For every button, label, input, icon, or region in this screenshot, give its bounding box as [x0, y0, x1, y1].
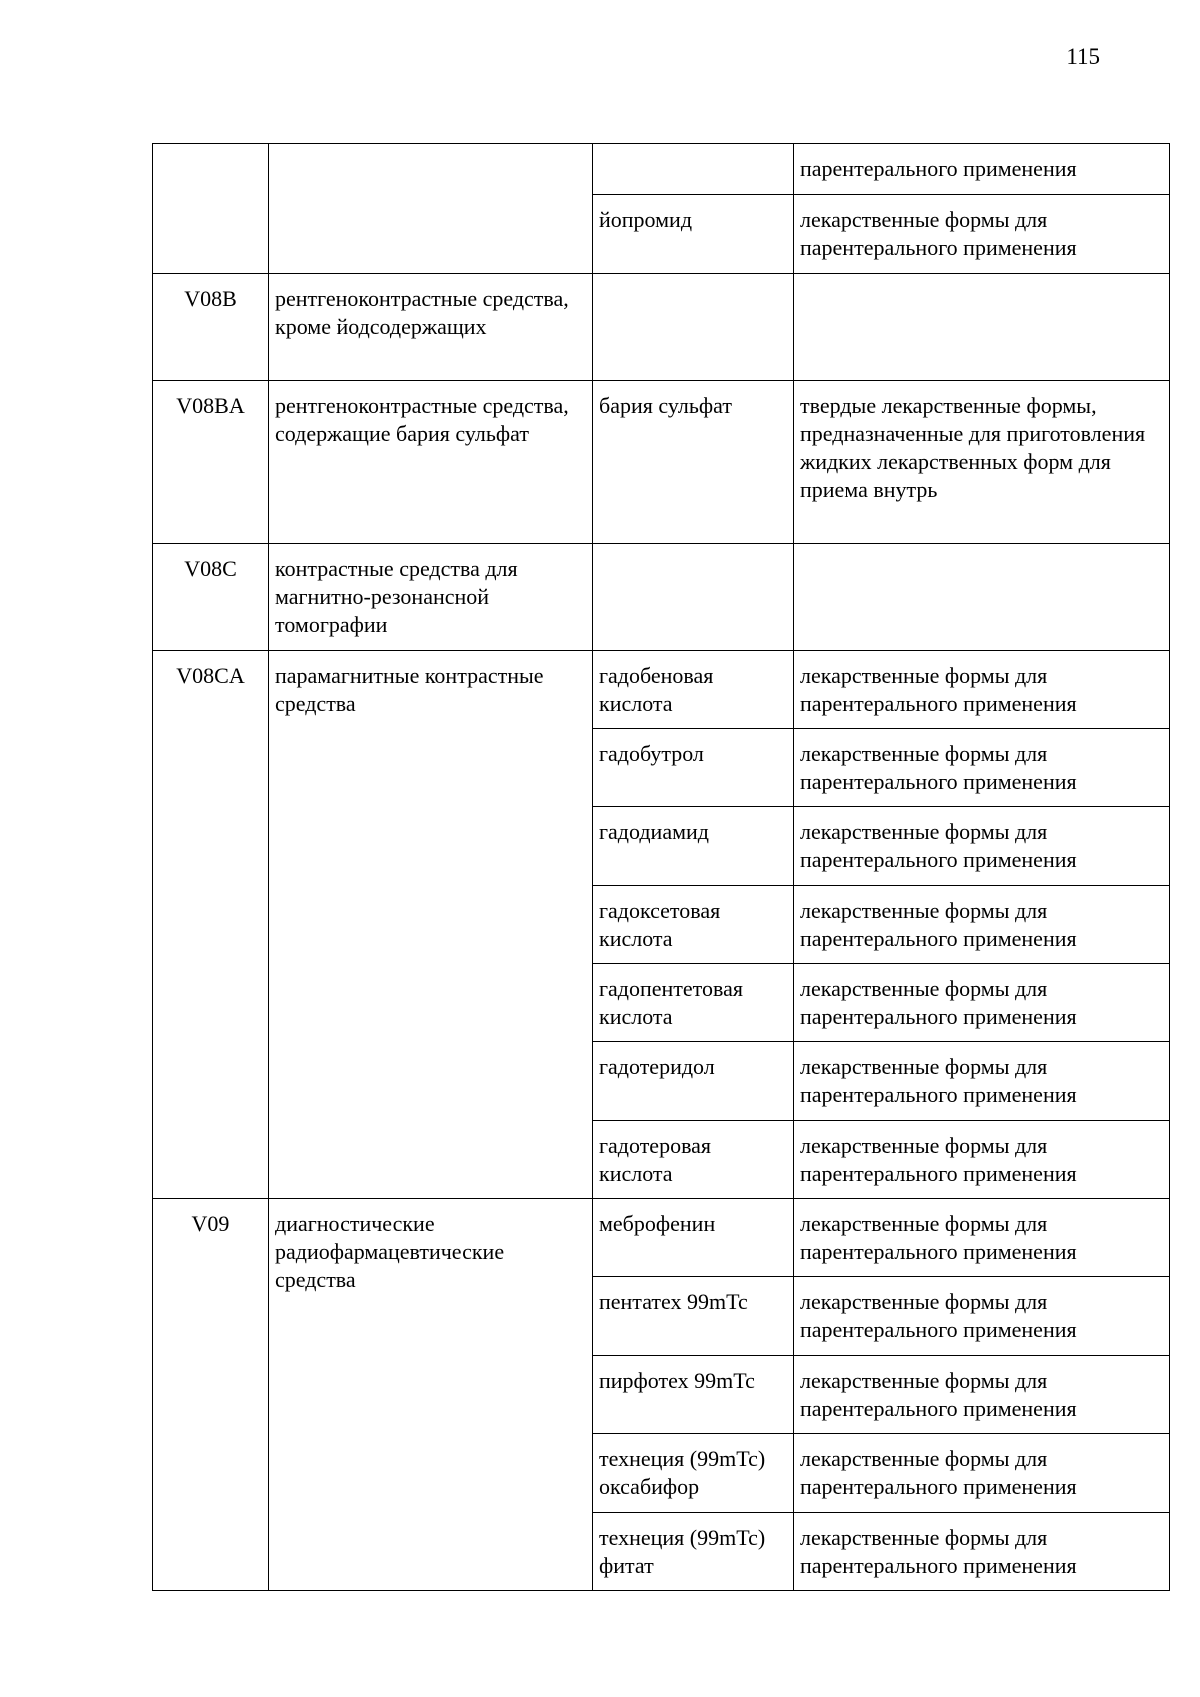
dosage-form-cell: лекарственные формы для парентерального применения [794, 1277, 1170, 1356]
table-row [153, 651, 1170, 729]
code-cell: V08CA [153, 651, 269, 1199]
code-cell: V08BA [153, 381, 269, 544]
dosage-form-cell [794, 544, 1170, 651]
dosage-form-cell: лекарственные формы для парентерального применения [794, 807, 1170, 886]
group-name-cell: диагностические радиофармацевтические средства [269, 1199, 593, 1591]
drug-name-cell: гадодиамид [593, 807, 794, 886]
dosage-form-cell: твердые лекарственные формы, предназначенные для приготовления жидких лекарственных форм для приема внутрь [794, 381, 1170, 544]
drug-name-cell: меброфенин [593, 1199, 794, 1277]
dosage-form-cell: лекарственные формы для парентерального применения [794, 1121, 1170, 1199]
group-name-cell: контрастные средства для магнитно-резонансной томографии [269, 544, 593, 651]
drug-name-cell: гадоксетовая кислота [593, 886, 794, 964]
dosage-form-cell: лекарственные формы для парентерального применения [794, 1434, 1170, 1513]
group-name-cell [269, 144, 593, 274]
drug-name-cell: гадобеновая кислота [593, 651, 794, 729]
drug-name-cell: гадобутрол [593, 729, 794, 807]
dosage-form-cell: лекарственные формы для парентерального применения [794, 651, 1170, 729]
drug-name-cell: гадотеровая кислота [593, 1121, 794, 1199]
drug-name-cell [593, 274, 794, 381]
table-row [153, 144, 1170, 195]
table-row [153, 274, 1170, 381]
drug-name-cell: гадотеридол [593, 1042, 794, 1121]
drug-name-cell: технеция (99mTc) оксабифор [593, 1434, 794, 1513]
code-cell: V08C [153, 544, 269, 651]
table-row [153, 1199, 1170, 1277]
dosage-form-cell [794, 274, 1170, 381]
drug-name-cell: технеция (99mTc) фитат [593, 1513, 794, 1591]
dosage-form-cell: лекарственные формы для парентерального применения [794, 1199, 1170, 1277]
code-cell [153, 144, 269, 274]
group-name-cell: рентгеноконтрастные средства, содержащие бария сульфат [269, 381, 593, 544]
table-row [153, 544, 1170, 651]
dosage-form-cell: парентерального применения [794, 144, 1170, 195]
dosage-form-cell: лекарственные формы для парентерального применения [794, 1356, 1170, 1434]
drug-name-cell: бария сульфат [593, 381, 794, 544]
code-cell: V09 [153, 1199, 269, 1591]
group-name-cell: рентгеноконтрастные средства, кроме йодсодержащих [269, 274, 593, 381]
dosage-form-cell: лекарственные формы для парентерального применения [794, 1042, 1170, 1121]
dosage-form-cell: лекарственные формы для парентерального применения [794, 964, 1170, 1042]
dosage-form-cell: лекарственные формы для парентерального применения [794, 729, 1170, 807]
drug-name-cell: пирфотех 99mTc [593, 1356, 794, 1434]
code-cell: V08B [153, 274, 269, 381]
group-name-cell: парамагнитные контрастные средства [269, 651, 593, 1199]
dosage-form-cell: лекарственные формы для парентерального применения [794, 1513, 1170, 1591]
dosage-form-cell: лекарственные формы для парентерального применения [794, 195, 1170, 274]
drug-name-cell: гадопентетовая кислота [593, 964, 794, 1042]
dosage-form-cell: лекарственные формы для парентерального применения [794, 886, 1170, 964]
table-row [153, 381, 1170, 544]
drug-name-cell [593, 544, 794, 651]
drug-table [152, 143, 1170, 1591]
drug-name-cell: йопромид [593, 195, 794, 274]
drug-name-cell: пентатех 99mTc [593, 1277, 794, 1356]
drug-name-cell [593, 144, 794, 195]
page-number: 115 [1066, 44, 1100, 69]
